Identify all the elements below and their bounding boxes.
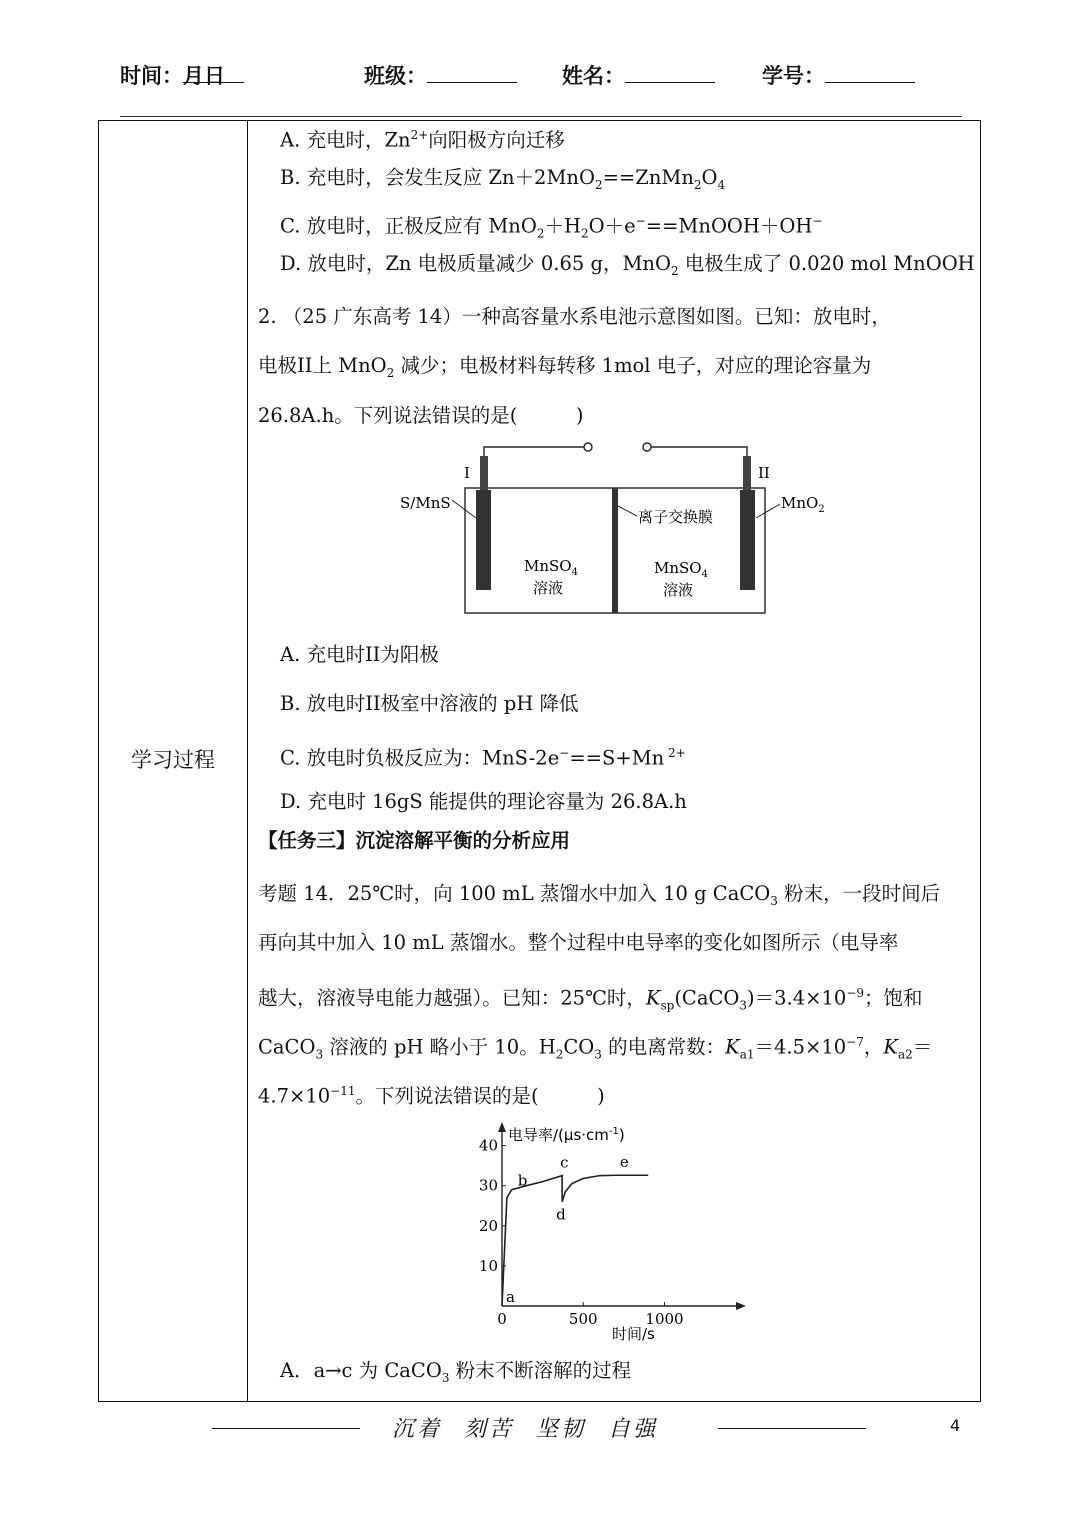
chart-y-arrow xyxy=(498,1122,506,1132)
right-wire xyxy=(651,447,747,466)
q1-option-c: C. 放电时，正极反应有 $MnO_2+H_2O+e^-==MnOOH+OH^-$ xyxy=(280,214,823,241)
chart-y-label: 电导率$/(\mu s\cdot cm^{-1})$ xyxy=(508,1126,625,1144)
q1-option-b: B. 充电时，会发生反应 $Zn+2MnO_2==ZnMn_2O_4$ xyxy=(280,166,726,192)
q2-option-a: A. 充电时II为阳极 xyxy=(280,643,439,666)
id-blank[interactable] xyxy=(825,60,915,83)
name-field: 姓名： xyxy=(562,60,625,90)
left-solution-word: 溶液 xyxy=(533,579,564,597)
q14-option-a: A．a→c 为 CaCO$_3$ 粉末不断溶解的过程 xyxy=(280,1359,632,1385)
chart-y-tick-label: 30 xyxy=(478,1176,498,1195)
q14-line-4: CaCO$_3$ 溶液的 pH 略小于 10。$H_2CO_3$ 的电离常数：$K_{a1}=4.5\times 10^{-7}$，$K_{a2}=$ xyxy=(258,1035,933,1062)
footer-right-rule xyxy=(718,1428,866,1429)
class-blank[interactable] xyxy=(427,60,517,83)
day-blank[interactable] xyxy=(204,60,244,83)
chart-x-arrow xyxy=(736,1302,746,1310)
right-solution-word: 溶液 xyxy=(663,581,694,599)
left-label: 学习过程 xyxy=(131,748,215,772)
task3-title: 【任务三】沉淀溶解平衡的分析应用 xyxy=(258,829,571,852)
q2-option-d: D. 充电时 16gS 能提供的理论容量为 26.8A.h xyxy=(280,790,687,813)
left-material-label: S/MnS xyxy=(400,494,451,512)
left-solution-formula: MnSO$_4$ xyxy=(524,557,578,578)
electrode-2 xyxy=(740,490,755,590)
chart-x-tick-label: 1000 xyxy=(645,1310,684,1328)
chart-x-tick-label: 0 xyxy=(497,1310,507,1328)
left-wire xyxy=(484,447,584,466)
electrode-1 xyxy=(476,490,491,590)
electrode-2-stub xyxy=(743,456,751,490)
electrode-1-label: I xyxy=(464,464,470,482)
chart-point-label-d: d xyxy=(556,1205,566,1224)
q14-line-5: $4.7\times 10^{-11}$。下列说法错误的是( ) xyxy=(258,1084,605,1108)
battery-diagram xyxy=(390,436,840,621)
chart-y-tick-label: 40 xyxy=(478,1136,498,1155)
chart-point-label-a: a xyxy=(506,1288,515,1306)
membrane-label: 离子交换膜 xyxy=(638,508,714,526)
right-terminal xyxy=(643,443,651,451)
chart-y-tick-label: 10 xyxy=(478,1256,498,1275)
left-terminal xyxy=(584,443,592,451)
electrode-2-label: II xyxy=(758,464,770,482)
id-field: 学号： xyxy=(762,60,825,90)
right-solution-formula: MnSO$_4$ xyxy=(654,559,708,580)
footer xyxy=(0,1412,1080,1452)
q2-line-3: 26.8A.h。下列说法错误的是( ) xyxy=(258,404,584,427)
chart-point-label-c: c xyxy=(560,1153,569,1172)
name-blank[interactable] xyxy=(625,60,715,83)
class-field: 班级： xyxy=(364,60,427,90)
header xyxy=(120,60,960,96)
time-label: 时间： 月 日 xyxy=(120,60,225,90)
q2-line-2: 电极II上 MnO$_2$ 减少；电极材料每转移 1mol 电子，对应的理论容量为 xyxy=(258,354,872,380)
column-divider xyxy=(247,121,248,1401)
q14-line-3: 越大，溶液导电能力越强）。已知：25℃时，$K_{sp}(CaCO_3)=3.4\times 10^{-9}$；饱和 xyxy=(258,986,923,1013)
ion-exchange-membrane xyxy=(612,488,618,613)
conductivity-chart xyxy=(470,1118,760,1348)
right-material-label: MnO$_2$ xyxy=(781,494,825,515)
q14-line-1: 考题 14．25℃时，向 100 mL 蒸馏水中加入 10 g CaCO$_3$ 粉末，一段时间后 xyxy=(258,882,941,908)
chart-x-label: 时间/s xyxy=(612,1325,655,1343)
chart-y-tick-label: 20 xyxy=(478,1216,498,1235)
q14-line-2: 再向其中加入 10 mL 蒸馏水。整个过程中电导率的变化如图所示（电导率 xyxy=(258,931,899,954)
header-rule xyxy=(120,116,962,117)
q2-line-1: 2. （25 广东高考 14）一种高容量水系电池示意图如图。已知：放电时， xyxy=(258,305,891,328)
chart-point-label-b: b xyxy=(517,1171,528,1190)
page-number: 4 xyxy=(950,1416,961,1435)
q2-option-c: C. 放电时负极反应为：MnS-2e−==S+Mn $^{2+}$ xyxy=(280,746,686,770)
chart-series-line xyxy=(502,1175,648,1306)
q2-option-b: B. 放电时II极室中溶液的 pH 降低 xyxy=(280,692,579,715)
electrode-1-stub xyxy=(480,456,488,490)
chart-point-label-e: e xyxy=(619,1153,629,1172)
q1-option-a: A. 充电时，$Zn^{2+}$向阳极方向迁移 xyxy=(280,128,565,152)
chart-x-tick-label: 500 xyxy=(568,1310,598,1328)
footer-motto: 沉着 刻苦 坚韧 自强 xyxy=(392,1417,659,1442)
q1-option-d: D. 放电时，Zn 电极质量减少 0.65 g，MnO$_2$ 电极生成了 0.020 mol MnOOH xyxy=(280,252,975,278)
footer-left-rule xyxy=(212,1428,360,1429)
